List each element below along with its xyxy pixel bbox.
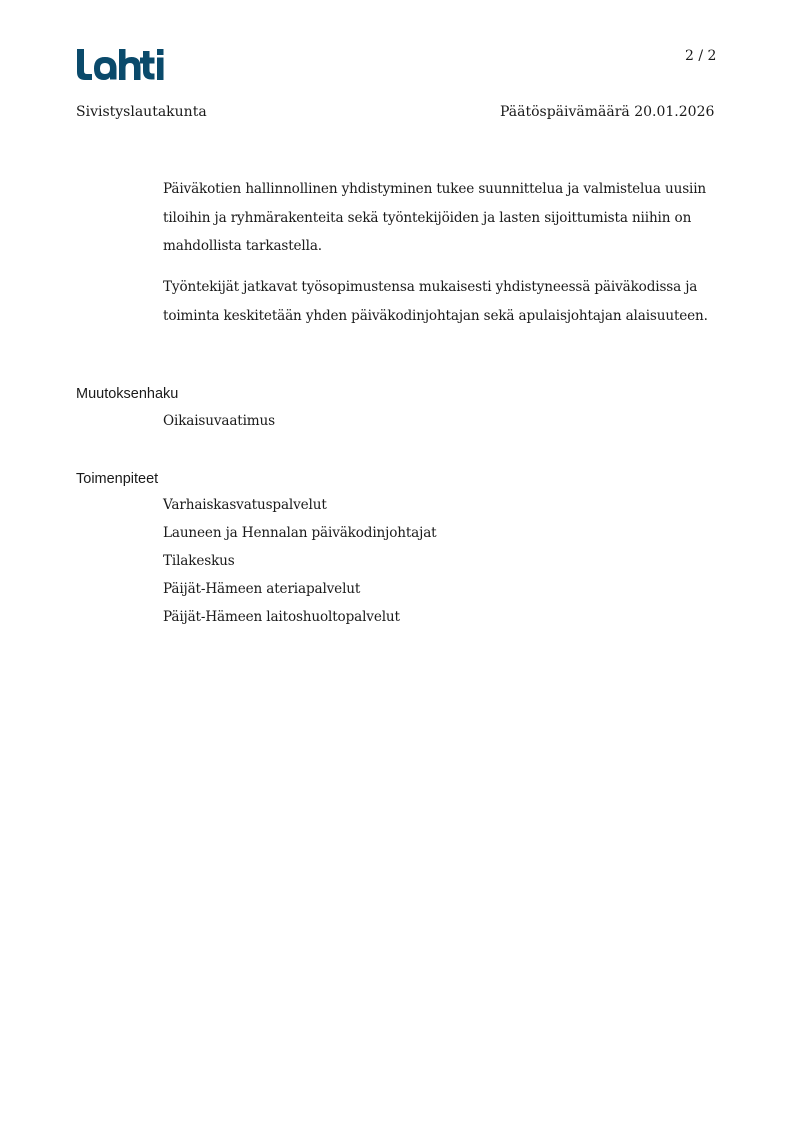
lahti-logo-icon (75, 47, 167, 81)
board-name: Sivistyslautakunta (76, 104, 207, 120)
lahti-logo (75, 47, 167, 81)
action-item: Launeen ja Hennalan päiväkodinjohtajat (163, 525, 437, 541)
decision-date: Päätöspäivämäärä 20.01.2026 (500, 104, 715, 120)
actions-heading: Toimenpiteet (76, 471, 159, 487)
action-item: Tilakeskus (163, 553, 235, 569)
body-paragraph: Päiväkotien hallinnollinen yhdistyminen tukee suunnittelua ja valmistelua uusiin tiloihin ja ryhmärakenteita sekä työntekijöiden ja lasten sijoittumista niihin on mahdollista tarkastella. (163, 181, 707, 254)
appeal-value: Oikaisuvaatimus (163, 413, 275, 429)
action-item: Päijät-Hämeen ateriapalvelut (163, 581, 361, 597)
action-item: Päijät-Hämeen laitoshuoltopalvelut (163, 609, 400, 625)
action-item: Varhaiskasvatuspalvelut (163, 497, 327, 513)
appeal-heading: Muutoksenhaku (76, 386, 179, 402)
page-number: 2 / 2 (685, 48, 717, 64)
body-paragraph: Työntekijät jatkavat työsopimustensa mukaisesti yhdistyneessä päiväkodissa ja toiminta keskitetään yhden päiväkodinjohtajan sekä apulaisjohtajan alaisuuteen. (163, 279, 708, 324)
